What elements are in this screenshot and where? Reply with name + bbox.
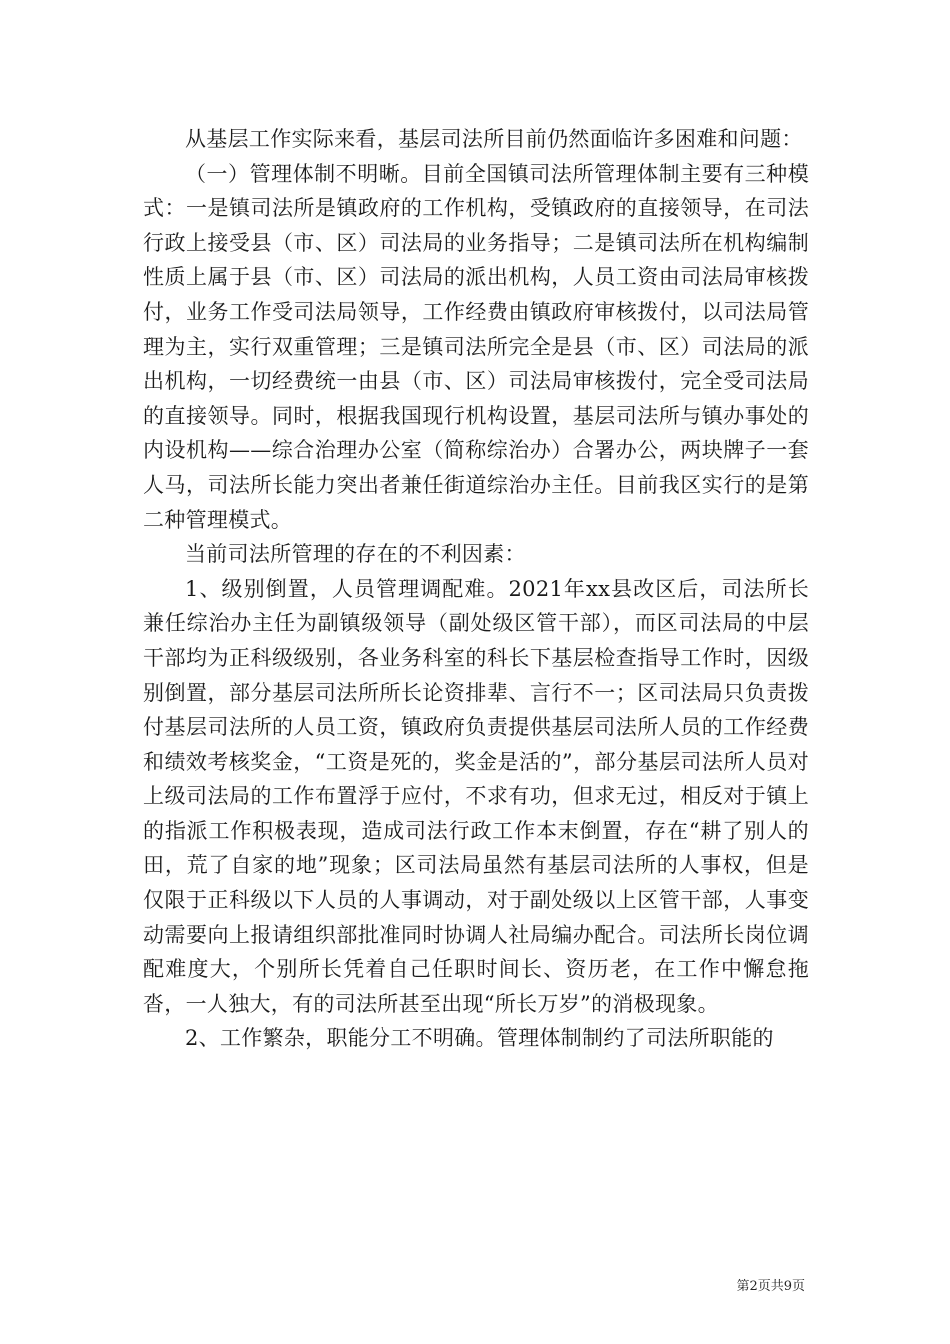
- paragraph-complex-work: 2、工作繁杂，职能分工不明确。管理体制制约了司法所职能的: [185, 1026, 774, 1051]
- document-body: [143, 122, 809, 1056]
- paragraph-unfavorable-factors: 当前司法所管理的存在的不利因素：: [185, 542, 526, 567]
- paragraph-intro: 从基层工作实际来看，基层司法所目前仍然面临许多困难和问题：: [185, 127, 803, 151]
- paragraph-management-system: （一）管理体制不明晰。目前全国镇司法所管理体制主要有三种模式：一是镇司法所是镇政府的工作机构，受镇政府的直接领导，在司法行政上接受县（市、区）司法局的业务指导；二是镇司法所在机构编制性质上属于县（市、区）司法局的派出机构，人员工资由司法局审核拨付，业务工作受司法局领导，工作经费由镇政府审核拨付，以司法局管理为主，实行双重管理；三是镇司法所完全是县（市、区）司法局的派出机构，一切经费统一由县（市、区）司法局审核拨付，完全受司法局的直接领导。同时，根据我国现行机构设置，基层司法所与镇办事处的内设机构——综合治理办公室（简称综治办）合署办公，两块牌子一套人马，司法所长能力突出者兼任街道综治办主任。目前我区实行的是第二种管理模式。: [143, 161, 809, 532]
- page-number: 第2页共9页: [736, 1279, 805, 1294]
- paragraph-rank-inversion: 1、级别倒置，人员管理调配难。2021年xx县改区后，司法所长兼任综治办主任为副镇级领导（副处级区管干部），而区司法局的中层干部均为正科级级别，各业务科室的科长下基层检查指导工作时，因级别倒置，部分基层司法所所长论资排辈、言行不一；区司法局只负责拨付基层司法所的人员工资，镇政府负责提供基层司法所人员的工作经费和绩效考核奖金，“工资是死的，奖金是活的”，部分基层司法所人员对上级司法局的工作布置浮于应付，不求有功，但求无过，相反对于镇上的指派工作积极表现，造成司法行政工作本末倒置，存在“耕了别人的田，荒了自家的地”现象；区司法局虽然有基层司法所的人事权，但是仅限于正科级以下人员的人事调动，对于副处级以上区管干部，人事变动需要向上报请组织部批准同时协调人社局编办配合。司法所长岗位调配难度大，个别所长凭着自己任职时间长、资历老，在工作中懈怠拖沓，一人独大，有的司法所甚至出现“所长万岁”的消极现象。: [143, 576, 809, 1016]
